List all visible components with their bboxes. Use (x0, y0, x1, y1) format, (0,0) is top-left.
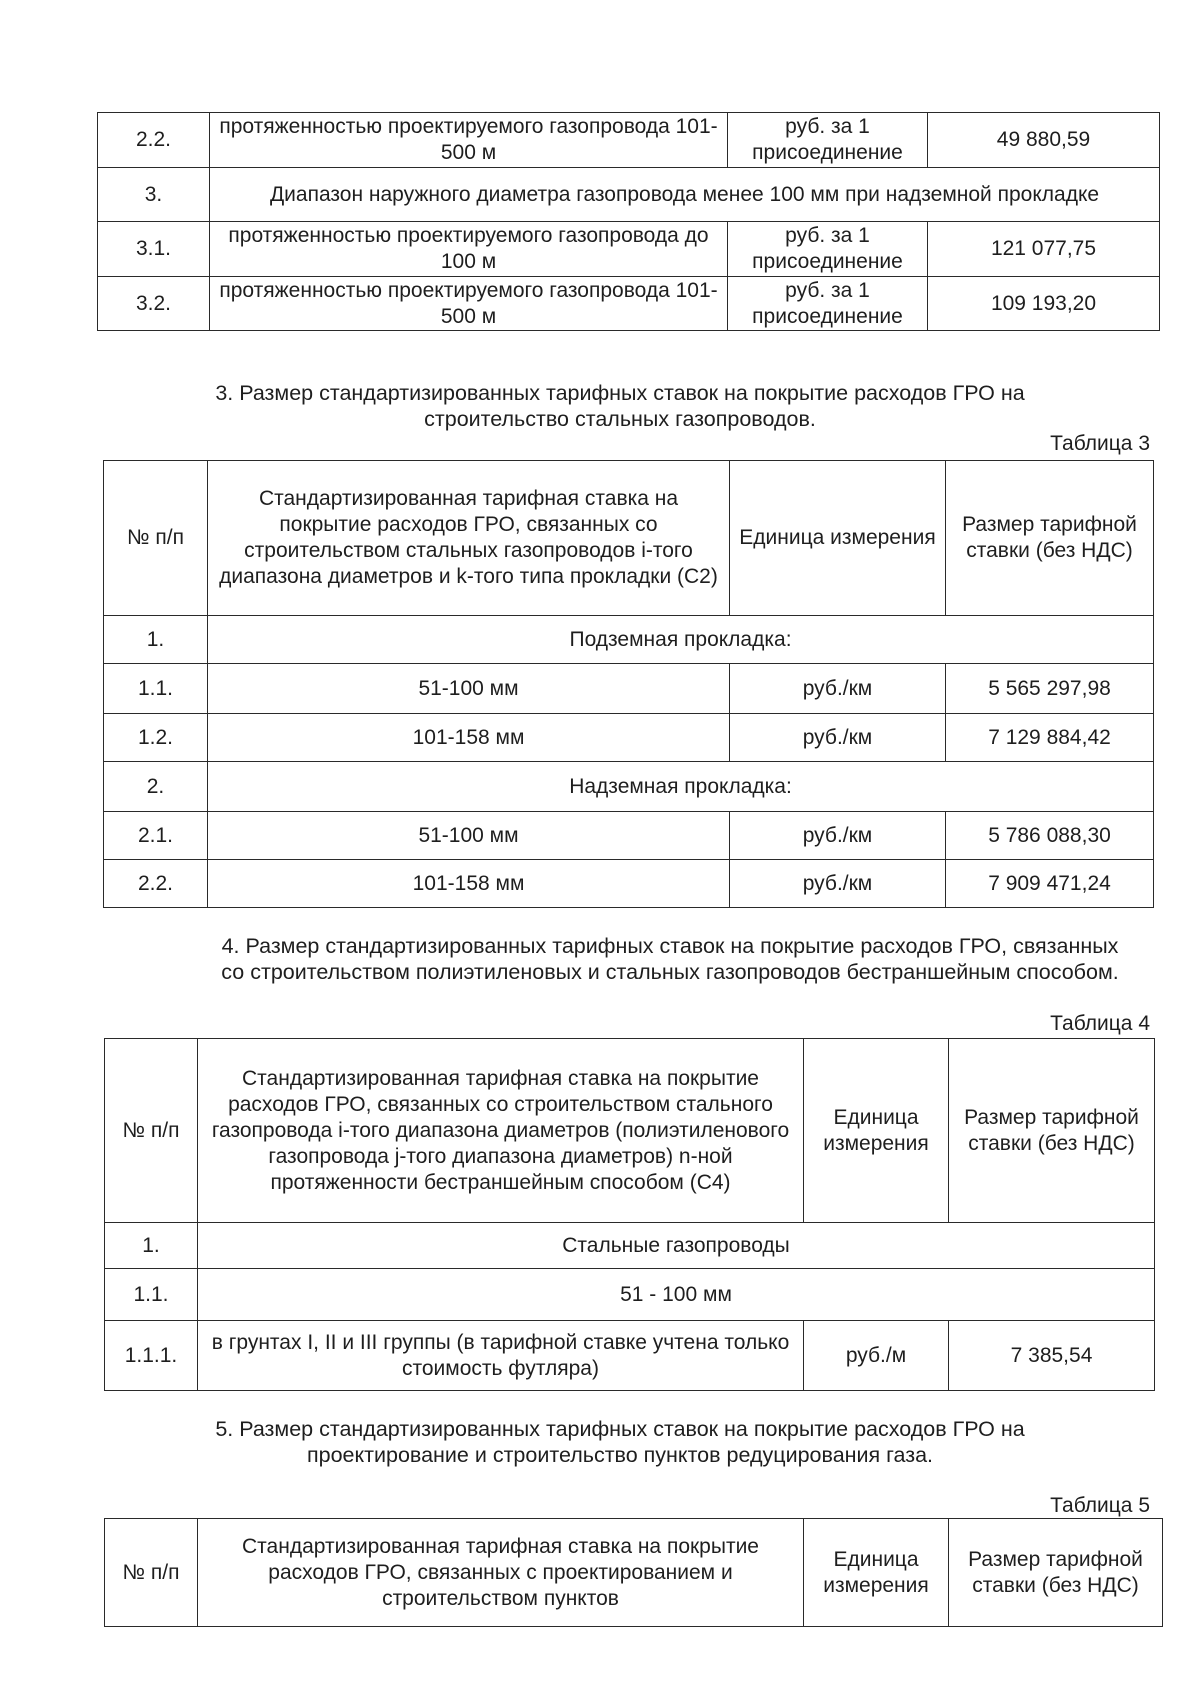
row-unit: руб./м (804, 1321, 949, 1391)
row-number: 3.1. (98, 222, 210, 277)
table-row (104, 664, 1154, 714)
section-5-caption: 5. Размер стандартизированных тарифных ставок на покрытие расходов ГРО на проектирование и строительство пунктов редуцирования газа. (215, 1417, 1025, 1467)
table-section-row (104, 616, 1154, 664)
table-section-row (98, 168, 1160, 222)
row-description: протяженностью проектируемого газопровода 101-500 м (210, 277, 728, 331)
table-section-row (104, 762, 1154, 812)
table-row (104, 860, 1154, 908)
row-description: 51-100 мм (208, 664, 730, 714)
table-continuation (97, 112, 1160, 331)
row-unit: руб. за 1 присоединение (728, 222, 928, 277)
table-section-row (105, 1269, 1155, 1321)
table-row (98, 113, 1160, 168)
header-description: Стандартизированная тарифная ставка на покрытие расходов ГРО, связанных с проектированием и строительством пунктов (198, 1519, 804, 1627)
row-value: 109 193,20 (928, 277, 1160, 331)
header-number: № п/п (104, 461, 208, 616)
table-4-label: Таблица 4 (1050, 1012, 1150, 1035)
row-number: 1.1. (104, 664, 208, 714)
section-title: 51 - 100 мм (198, 1269, 1155, 1321)
header-unit: Единица измерения (804, 1039, 949, 1223)
header-description: Стандартизированная тарифная ставка на покрытие расходов ГРО, связанных со строительством стального газопровода i-того диапазона диаметров (полиэтиленового газопровода j-того диапазона диаметров) n-ной протяженности бестраншейным способом (С4) (198, 1039, 804, 1223)
row-number: 2.1. (104, 812, 208, 860)
header-number: № п/п (105, 1519, 198, 1627)
row-number: 3. (98, 168, 210, 222)
row-number: 2.2. (98, 113, 210, 168)
table-row (105, 1321, 1155, 1391)
row-description: 101-158 мм (208, 714, 730, 762)
row-value: 7 129 884,42 (946, 714, 1154, 762)
row-description: протяженностью проектируемого газопровода до 100 м (210, 222, 728, 277)
row-value: 49 880,59 (928, 113, 1160, 168)
table-header-row (104, 461, 1154, 616)
header-unit: Единица измерения (730, 461, 946, 616)
header-value: Размер тарифной ставки (без НДС) (949, 1519, 1163, 1627)
row-value: 7 385,54 (949, 1321, 1155, 1391)
table-3 (103, 460, 1154, 908)
row-unit: руб./км (730, 812, 946, 860)
table-5-label: Таблица 5 (1050, 1494, 1150, 1517)
header-unit: Единица измерения (804, 1519, 949, 1627)
section-3-caption: 3. Размер стандартизированных тарифных ставок на покрытие расходов ГРО на строительство стальных газопроводов. (215, 381, 1025, 431)
table-row (104, 714, 1154, 762)
table-row (98, 277, 1160, 331)
table-section-row (105, 1223, 1155, 1269)
table-3-label: Таблица 3 (1050, 432, 1150, 455)
section-4-caption: 4. Размер стандартизированных тарифных ставок на покрытие расходов ГРО, связанных со строительством полиэтиленовых и стальных газопроводов бестраншейным способом. (221, 934, 1119, 984)
header-number: № п/п (105, 1039, 198, 1223)
table-row (104, 812, 1154, 860)
table-5 (104, 1518, 1163, 1627)
row-unit: руб./км (730, 860, 946, 908)
row-number: 1.1. (105, 1269, 198, 1321)
row-description: протяженностью проектируемого газопровода 101-500 м (210, 113, 728, 168)
row-description: 51-100 мм (208, 812, 730, 860)
row-value: 5 786 088,30 (946, 812, 1154, 860)
row-number: 2. (104, 762, 208, 812)
table-4 (104, 1038, 1155, 1391)
row-number: 2.2. (104, 860, 208, 908)
section-title: Диапазон наружного диаметра газопровода менее 100 мм при надземной прокладке (210, 168, 1160, 222)
section-title: Подземная прокладка: (208, 616, 1154, 664)
row-unit: руб. за 1 присоединение (728, 277, 928, 331)
row-unit: руб. за 1 присоединение (728, 113, 928, 168)
section-title: Надземная прокладка: (208, 762, 1154, 812)
row-number: 1.1.1. (105, 1321, 198, 1391)
row-value: 121 077,75 (928, 222, 1160, 277)
row-number: 1. (104, 616, 208, 664)
table-header-row (105, 1519, 1163, 1627)
row-number: 3.2. (98, 277, 210, 331)
section-title: Стальные газопроводы (198, 1223, 1155, 1269)
row-value: 7 909 471,24 (946, 860, 1154, 908)
table-row (98, 222, 1160, 277)
row-description: в грунтах I, II и III группы (в тарифной ставке учтена только стоимость футляра) (198, 1321, 804, 1391)
row-unit: руб./км (730, 664, 946, 714)
row-number: 1. (105, 1223, 198, 1269)
row-description: 101-158 мм (208, 860, 730, 908)
row-value: 5 565 297,98 (946, 664, 1154, 714)
table-header-row (105, 1039, 1155, 1223)
row-unit: руб./км (730, 714, 946, 762)
header-description: Стандартизированная тарифная ставка на покрытие расходов ГРО, связанных со строительством стальных газопроводов i-того диапазона диаметров и k-того типа прокладки (С2) (208, 461, 730, 616)
row-number: 1.2. (104, 714, 208, 762)
header-value: Размер тарифной ставки (без НДС) (949, 1039, 1155, 1223)
header-value: Размер тарифной ставки (без НДС) (946, 461, 1154, 616)
